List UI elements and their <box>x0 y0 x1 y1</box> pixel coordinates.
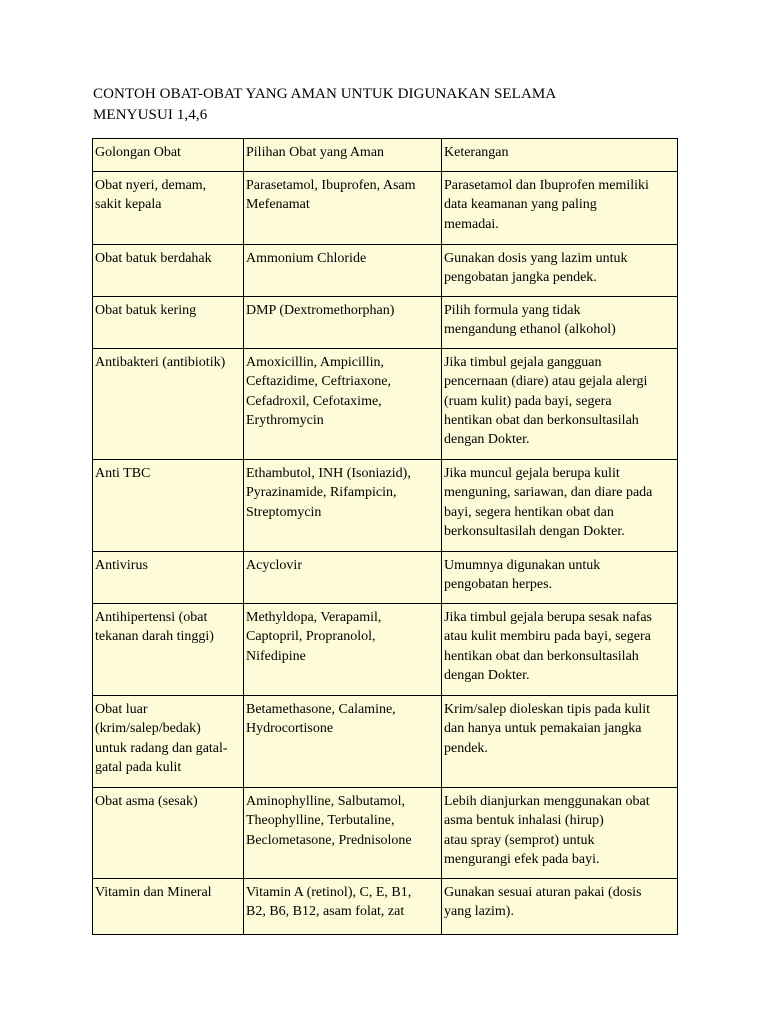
drug-table <box>92 138 678 935</box>
cell-keterangan: Lebih dianjurkan menggunakan obat asma bentuk inhalasi (hirup) atau spray (semprot) untuk mengurangi efek pada bayi. <box>442 788 678 879</box>
cell-pilihan: Methyldopa, Verapamil, Captopril, Propranolol, Nifedipine <box>244 604 442 696</box>
table-row <box>93 552 678 604</box>
table-header-row <box>93 139 678 172</box>
cell-keterangan: Parasetamol dan Ibuprofen memiliki data keamanan yang paling memadai. <box>442 172 678 245</box>
cell-golongan: Antibakteri (antibiotik) <box>93 349 244 460</box>
title-line-2: MENYUSUI 1,4,6 <box>93 107 208 123</box>
header-keterangan: Keterangan <box>442 139 678 172</box>
cell-golongan: Obat batuk kering <box>93 297 244 349</box>
cell-keterangan: Pilih formula yang tidak mengandung ethanol (alkohol) <box>442 297 678 349</box>
cell-golongan: Obat asma (sesak) <box>93 788 244 879</box>
cell-pilihan: Amoxicillin, Ampicillin, Ceftazidime, Ceftriaxone, Cefadroxil, Cefotaxime, Erythromycin <box>244 349 442 460</box>
cell-golongan: Obat batuk berdahak <box>93 245 244 297</box>
cell-keterangan: Krim/salep dioleskan tipis pada kulit dan hanya untuk pemakaian jangka pendek. <box>442 696 678 788</box>
cell-keterangan: Gunakan sesuai aturan pakai (dosis yang lazim). <box>442 879 678 935</box>
title-line-1: CONTOH OBAT-OBAT YANG AMAN UNTUK DIGUNAKAN SELAMA <box>93 86 557 102</box>
cell-keterangan: Jika timbul gejala gangguan pencernaan (diare) atau gejala alergi (ruam kulit) pada bayi, segera hentikan obat dan berkonsultasilah dengan Dokter. <box>442 349 678 460</box>
cell-golongan: Antivirus <box>93 552 244 604</box>
table-row <box>93 297 678 349</box>
table-row <box>93 788 678 879</box>
table-row <box>93 349 678 460</box>
header-golongan-obat: Golongan Obat <box>93 139 244 172</box>
cell-pilihan: Aminophylline, Salbutamol, Theophylline, Terbutaline, Beclometasone, Prednisolone <box>244 788 442 879</box>
cell-keterangan: Jika timbul gejala berupa sesak nafas atau kulit membiru pada bayi, segera hentikan obat dan berkonsultasilah dengan Dokter. <box>442 604 678 696</box>
cell-pilihan: Ethambutol, INH (Isoniazid), Pyrazinamide, Rifampicin, Streptomycin <box>244 460 442 552</box>
cell-keterangan: Gunakan dosis yang lazim untuk pengobatan jangka pendek. <box>442 245 678 297</box>
page-title <box>93 84 693 126</box>
table-row <box>93 879 678 935</box>
table-row <box>93 245 678 297</box>
cell-keterangan: Umumnya digunakan untuk pengobatan herpes. <box>442 552 678 604</box>
cell-golongan: Obat luar (krim/salep/bedak) untuk radang dan gatal- gatal pada kulit <box>93 696 244 788</box>
cell-golongan: Anti TBC <box>93 460 244 552</box>
cell-pilihan: Ammonium Chloride <box>244 245 442 297</box>
cell-pilihan: Acyclovir <box>244 552 442 604</box>
table-row <box>93 696 678 788</box>
cell-golongan: Vitamin dan Mineral <box>93 879 244 935</box>
cell-pilihan: Vitamin A (retinol), C, E, B1, B2, B6, B12, asam folat, zat <box>244 879 442 935</box>
cell-golongan: Antihipertensi (obat tekanan darah tinggi) <box>93 604 244 696</box>
table-row <box>93 460 678 552</box>
cell-pilihan: DMP (Dextromethorphan) <box>244 297 442 349</box>
table-row <box>93 172 678 245</box>
cell-pilihan: Betamethasone, Calamine, Hydrocortisone <box>244 696 442 788</box>
header-pilihan-obat: Pilihan Obat yang Aman <box>244 139 442 172</box>
cell-keterangan: Jika muncul gejala berupa kulit menguning, sariawan, dan diare pada bayi, segera hentikan obat dan berkonsultasilah dengan Dokter. <box>442 460 678 552</box>
cell-golongan: Obat nyeri, demam, sakit kepala <box>93 172 244 245</box>
table-row <box>93 604 678 696</box>
cell-pilihan: Parasetamol, Ibuprofen, Asam Mefenamat <box>244 172 442 245</box>
